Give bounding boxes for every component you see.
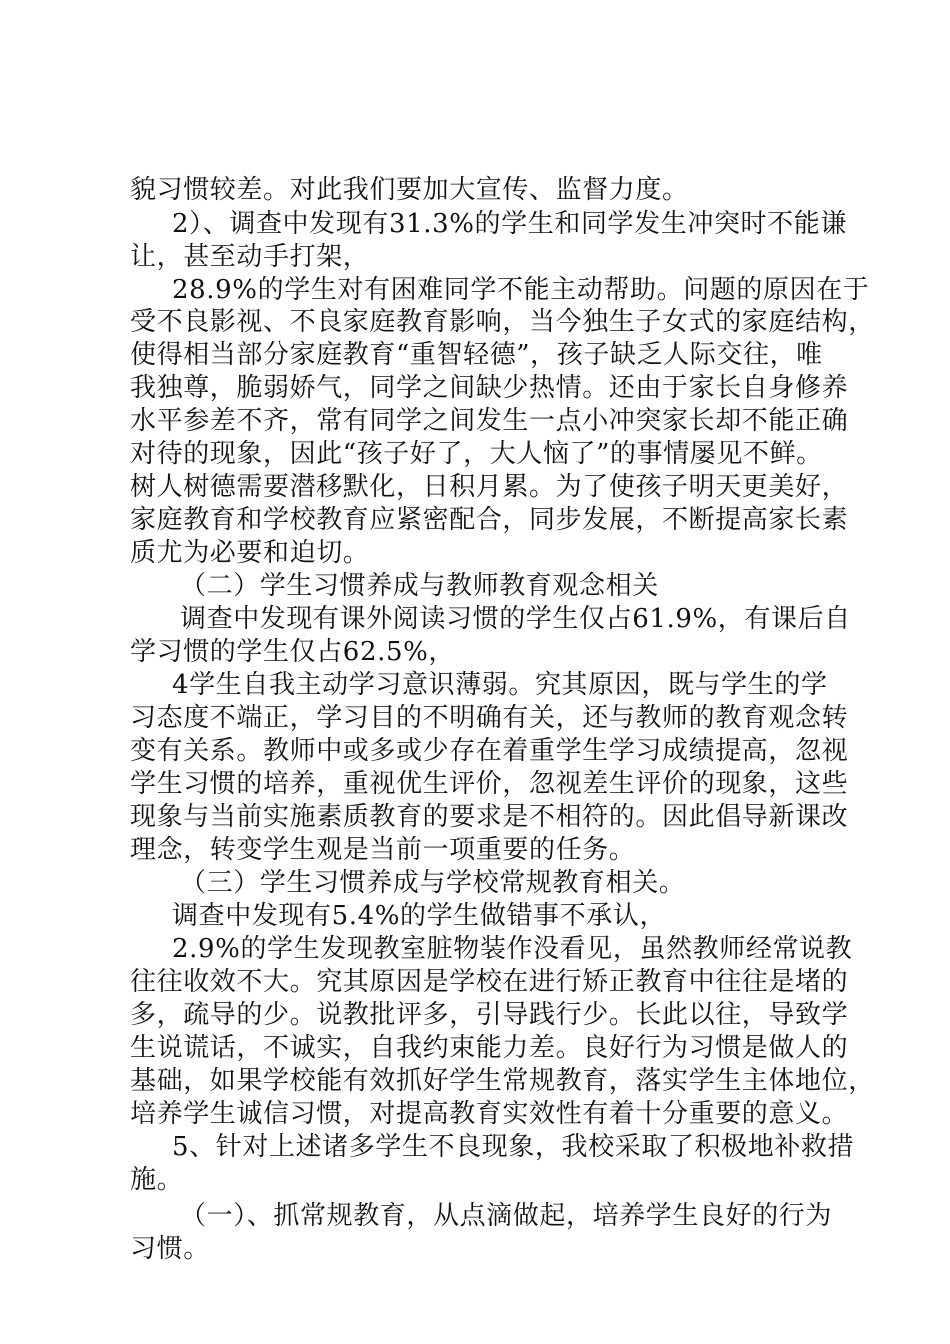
paragraph-line: 习惯。 bbox=[130, 1234, 210, 1264]
paragraph-line: 4学生自我主动学习意识薄弱。究其原因，既与学生的学 bbox=[172, 670, 828, 700]
paragraph-line: 质尤为必要和迫切。 bbox=[130, 538, 370, 568]
paragraph-line: 2）、调查中发现有31.3%的学生和同学发生冲突时不能谦 bbox=[172, 209, 847, 239]
paragraph-line: 调查中发现有5.4%的学生做错事不承认， bbox=[172, 901, 667, 931]
paragraph-line: 调查中发现有课外阅读习惯的学生仅占61.9%，有课后自 bbox=[180, 604, 851, 634]
paragraph-line: 28.9%的学生对有困难同学不能主动帮助。问题的原因在于 bbox=[172, 275, 870, 305]
paragraph-line: 受不良影视、不良家庭教育影响，当今独生子女式的家庭结构， bbox=[130, 307, 875, 337]
paragraph-line: 水平参差不齐，常有同学之间发生一点小冲突家长却不能正确 bbox=[130, 406, 849, 436]
paragraph-line: 2.9%的学生发现教室脏物装作没看见，虽然教师经常说教 bbox=[172, 934, 853, 964]
paragraph-line: 施。 bbox=[130, 1165, 184, 1195]
section-heading: （三）学生习惯养成与学校常规教育相关。 bbox=[180, 868, 686, 898]
section-heading: （一）、抓常规教育，从点滴做起，培养学生良好的行为 bbox=[180, 1201, 833, 1231]
paragraph-line: 变有关系。教师中或多或少存在着重学生学习成绩提高，忽视 bbox=[130, 736, 849, 766]
paragraph-line: 学生习惯的培养，重视优生评价，忽视差生评价的现象，这些 bbox=[130, 769, 849, 799]
paragraph-line: 往往收效不大。究其原因是学校在进行矫正教育中往往是堵的 bbox=[130, 967, 849, 997]
section-heading: （二）学生习惯养成与教师教育观念相关 bbox=[180, 571, 659, 601]
paragraph-line: 5、针对上述诸多学生不良现象，我校采取了积极地补救措 bbox=[172, 1132, 855, 1162]
paragraph-line: 习态度不端正，学习目的不明确有关，还与教师的教育观念转 bbox=[130, 703, 849, 733]
paragraph-line: 貌习惯较差。对此我们要加大宣传、监督力度。 bbox=[130, 175, 689, 205]
paragraph-line: 理念，转变学生观是当前一项重要的任务。 bbox=[130, 835, 636, 865]
paragraph-line: 使得相当部分家庭教育“重智轻德”，孩子缺乏人际交往，唯 bbox=[130, 340, 823, 370]
paragraph-line: 培养学生诚信习惯，对提高教育实效性有着十分重要的意义。 bbox=[130, 1099, 849, 1129]
paragraph-line: 现象与当前实施素质教育的要求是不相符的。因此倡导新课改 bbox=[130, 802, 849, 832]
paragraph-line: 家庭教育和学校教育应紧密配合，同步发展，不断提高家长素 bbox=[130, 505, 849, 535]
paragraph-line: 我独尊，脆弱娇气，同学之间缺少热情。还由于家长自身修养 bbox=[130, 373, 849, 403]
paragraph-line: 生说谎话，不诚实，自我约束能力差。良好行为习惯是做人的 bbox=[130, 1033, 849, 1063]
paragraph-line: 多，疏导的少。说教批评多，引导践行少。长此以往，导致学 bbox=[130, 1000, 849, 1030]
paragraph-line: 基础，如果学校能有效抓好学生常规教育，落实学生主体地位， bbox=[130, 1066, 875, 1096]
paragraph-line: 让，甚至动手打架， bbox=[130, 242, 370, 272]
paragraph-line: 树人树德需要潜移默化，日积月累。为了使孩子明天更美好， bbox=[130, 472, 849, 502]
paragraph-line: 对待的现象，因此“孩子好了，大人恼了”的事情屡见不鲜。 bbox=[130, 439, 823, 469]
paragraph-line: 学习惯的学生仅占62.5%， bbox=[130, 637, 455, 667]
